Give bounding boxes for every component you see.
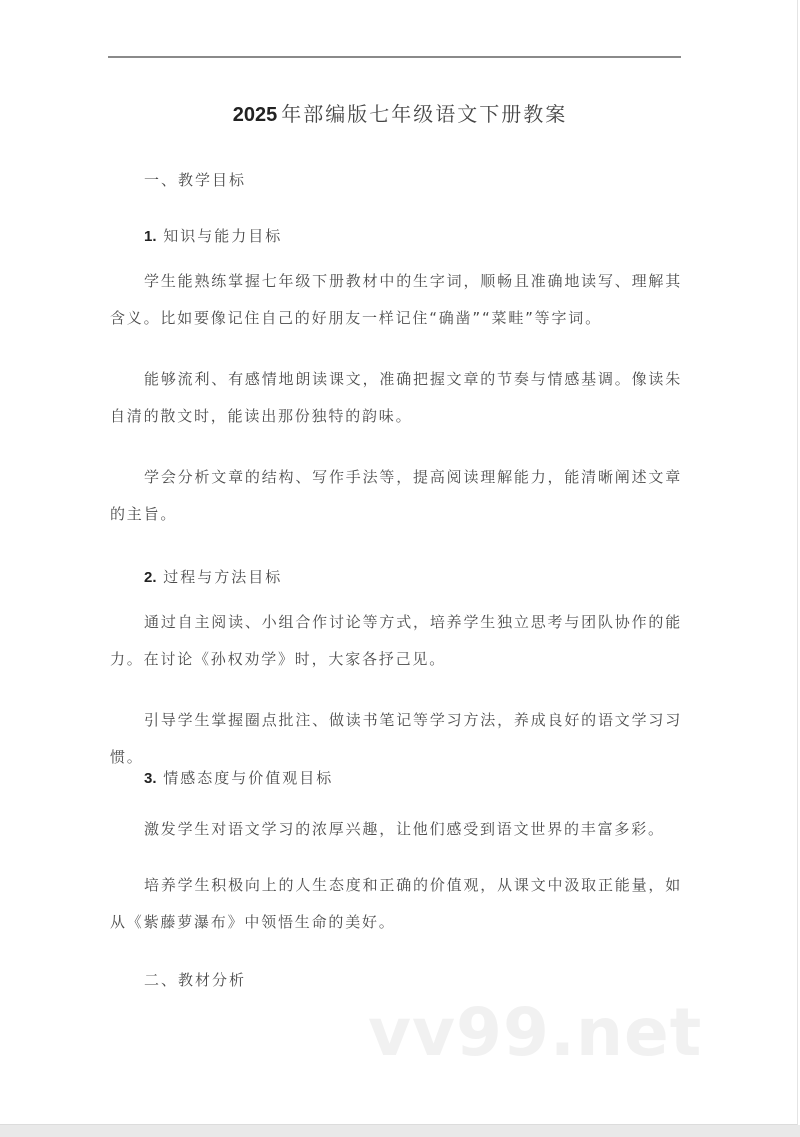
subheading-emotion-values (144, 768, 333, 789)
header-rule (108, 56, 681, 58)
paragraph-3 (110, 459, 682, 533)
subheading-text: 知识与能力目标 (163, 227, 283, 245)
paragraph-text: 学会分析文章的结构、写作手法等，提高阅读理解能力，能清晰阐述文章的主旨。 (110, 468, 682, 523)
subheading-text: 情感态度与价值观目标 (163, 769, 334, 787)
paragraph-text: 培养学生积极向上的人生态度和正确的价值观，从课文中汲取正能量，如从《紫藤萝瀑布》中领悟生命的美好。 (110, 876, 682, 931)
title-year: 2025 (232, 104, 278, 126)
paragraph-6 (110, 811, 682, 848)
subheading-number: 1. (144, 228, 157, 245)
watermark: vv99.net (368, 994, 703, 1071)
page-bottom-edge (0, 1125, 800, 1137)
subheading-number: 2. (144, 569, 157, 586)
subheading-knowledge-ability (144, 226, 282, 247)
paragraph-4 (110, 604, 682, 678)
paragraph-text: 引导学生掌握圈点批注、做读书笔记等学习方法，养成良好的语文学习习惯。 (110, 711, 682, 766)
paragraph-2 (110, 361, 682, 435)
paragraph-text: 通过自主阅读、小组合作讨论等方式，培养学生独立思考与团队协作的能力。在讨论《孙权劝学》时，大家各抒己见。 (110, 613, 682, 668)
paragraph-text: 学生能熟练掌握七年级下册教材中的生字词，顺畅且准确地读写、理解其含义。比如要像记住自己的好朋友一样记住“确凿”“菜畦”等字词。 (110, 272, 682, 327)
document-title (0, 98, 800, 127)
section-heading-teaching-goals: 一、教学目标 (144, 171, 247, 189)
section-heading-textbook-analysis: 二、教材分析 (144, 971, 247, 989)
paragraph-text: 能够流利、有感情地朗读课文，准确把握文章的节奏与情感基调。像读朱自清的散文时，能读出那份独特的韵味。 (110, 370, 682, 425)
subheading-text: 过程与方法目标 (163, 568, 283, 586)
paragraph-text: 激发学生对语文学习的浓厚兴趣，让他们感受到语文世界的丰富多彩。 (144, 820, 665, 838)
subheading-number: 3. (144, 770, 157, 787)
paragraph-1 (110, 263, 682, 337)
paragraph-7 (110, 867, 682, 941)
title-text: 年部编版七年级语文下册教案 (281, 102, 568, 126)
subheading-process-method (144, 567, 282, 588)
paragraph-5 (110, 702, 682, 776)
